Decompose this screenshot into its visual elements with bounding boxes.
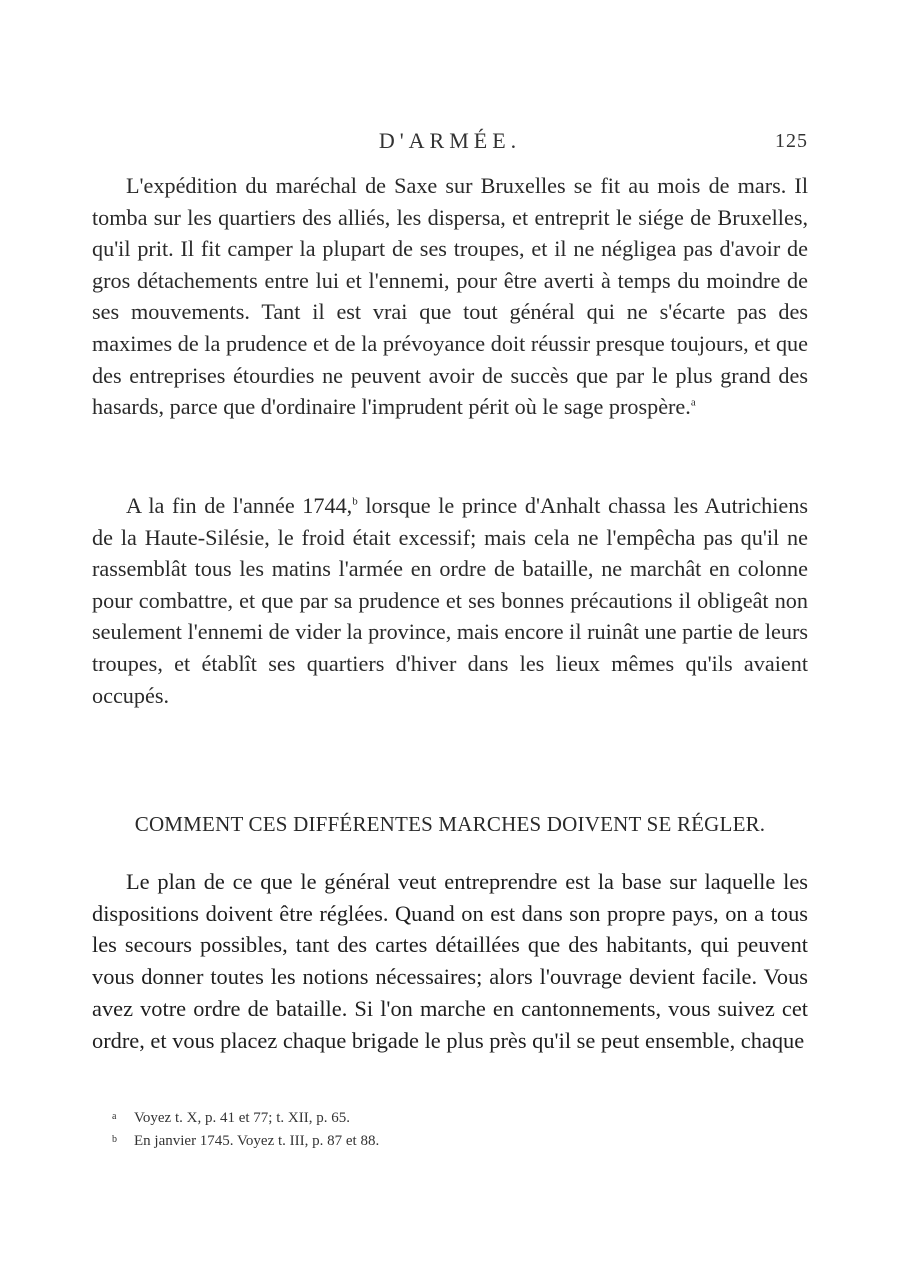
section-paragraph-text: Le plan de ce que le général veut entreprendre est la base sur laquelle les dispositions doivent être réglées. Quand on est dans son propre pays, on a tous les secours possibles, tant des cartes détaillées que des habitants, qui peuvent vous donner toutes les notions nécessaires; alors l'ouvrage devient facile. Vous avez votre ordre de bataille. Si l'on marche en cantonnements, vous suivez cet ordre, et vous placez chaque brigade le plus près qu'il se peut ensemble, chaque [92,869,808,1053]
footnote-mark: a [112,1111,117,1122]
footnote-ref-b: b [352,495,358,508]
page-number: 125 [775,130,808,152]
footnote-a [112,1106,792,1129]
footnote-mark: b [112,1134,117,1145]
footnote-text: En janvier 1745. Voyez t. III, p. 87 et 88. [134,1133,380,1149]
paragraph-text-start: A la fin de l'année 1744, [126,493,353,518]
body-paragraph-2 [92,490,808,711]
footnote-ref-a: a [690,396,696,409]
section-paragraph [92,866,808,1056]
footnote-text: Voyez t. X, p. 41 et 77; t. XII, p. 65. [134,1110,350,1126]
footnote-b [112,1129,792,1152]
paragraph-text: L'expédition du maréchal de Saxe sur Bruxelles se fit au mois de mars. Il tomba sur les quartiers des alliés, les dispersa, et entreprit le siége de Bruxelles, qu'il prit. Il fit camper la plupart de ses troupes, et il ne négligea pas d'avoir de gros détachements entre lui et l'ennemi, pour être averti à temps du moindre de ses mouvements. Tant il est vrai que tout général qui ne s'écarte pas des maximes de la prudence et de la prévoyance doit réussir presque toujours, et que des entreprises étourdies ne peuvent avoir de succès que par le plus grand des hasards, parce que d'ordinaire l'imprudent périt où le sage prospère. [92,173,808,420]
paragraph-text-end: lorsque le prince d'Anhalt chassa les Autrichiens de la Haute-Silésie, le froid était excessif; mais cela ne l'empêcha pas qu'il ne rassemblât tous les matins l'armée en ordre de bataille, ne marchât en colonne pour combattre, et que par sa prudence et ses bonnes précautions il obligeât non seulement l'ennemi de vider la province, mais encore il ruinât une partie de leurs troupes, et établît ses quartiers d'hiver dans les lieux mêmes qu'ils avaient occupés. [92,493,808,708]
running-title: D'ARMÉE. [378,128,522,153]
section-heading: COMMENT CES DIFFÉRENTES MARCHES DOIVENT SE RÉGLER. [134,812,766,836]
page-header [92,128,808,160]
footnotes [112,1106,792,1152]
body-paragraph-1 [92,170,808,423]
